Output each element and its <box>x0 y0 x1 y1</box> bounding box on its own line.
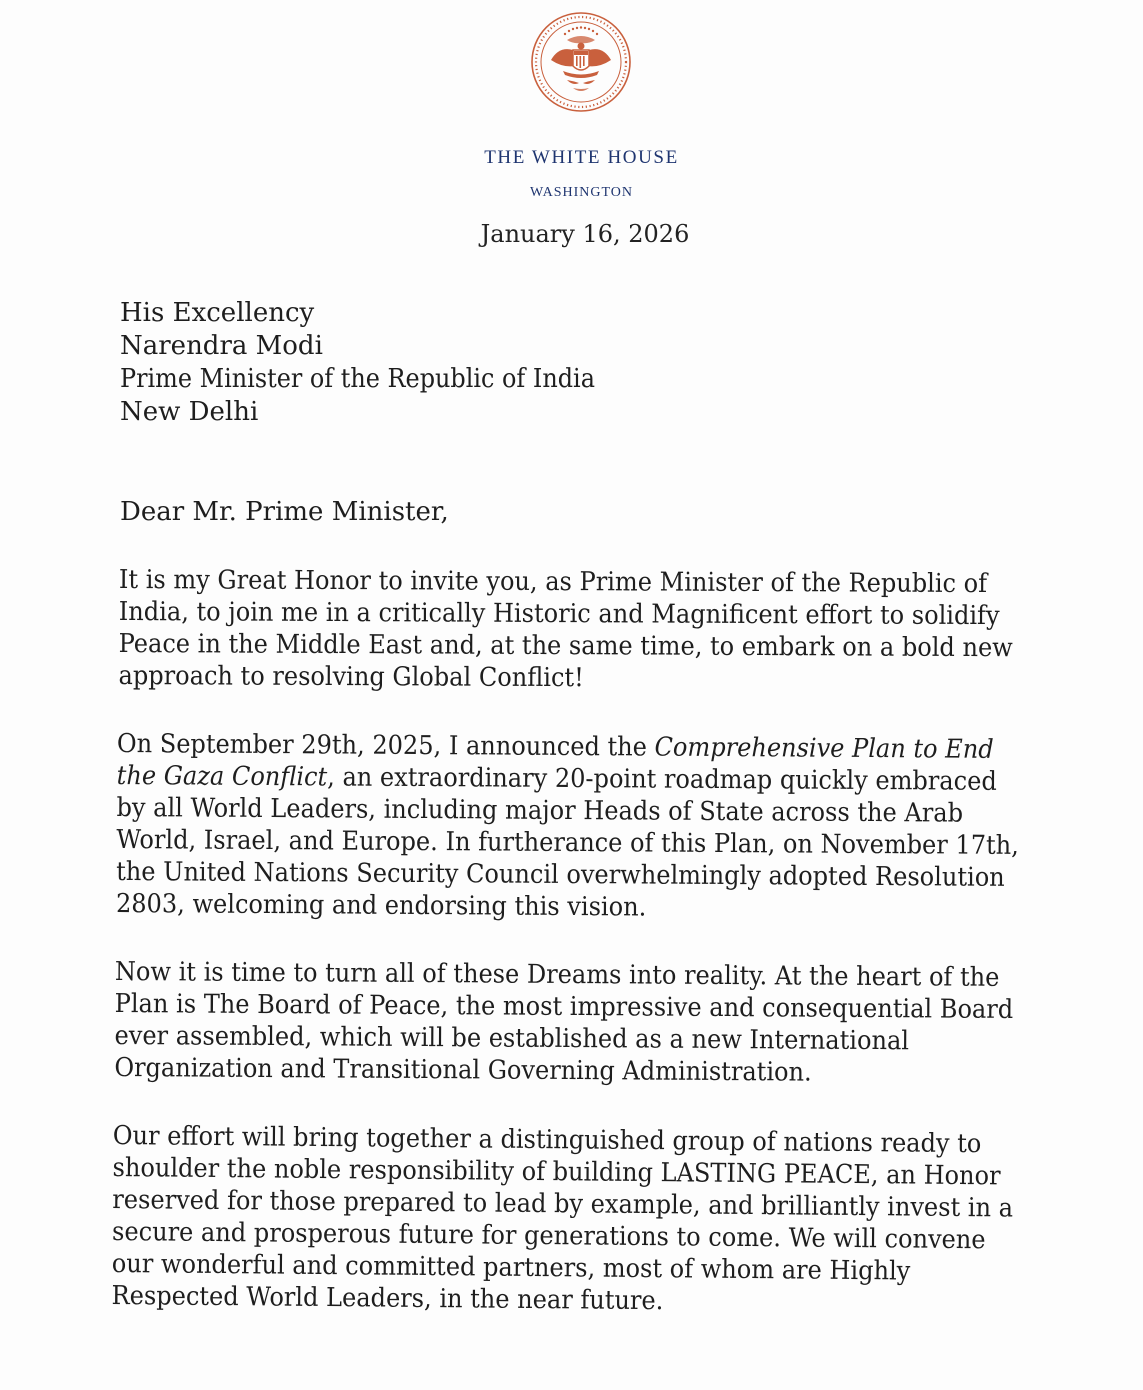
letterhead-title: THE WHITE HOUSE <box>484 147 679 168</box>
paragraph-line: ever assembled, which will be established as a new International <box>114 1020 910 1057</box>
paragraph-line: Our effort will bring together a distinguished group of nations ready to <box>112 1121 982 1160</box>
paragraph-line: the United Nations Security Council overwhelmingly adopted Resolution <box>116 856 1005 893</box>
paragraph-line: World, Israel, and Europe. In furtherance of this Plan, on November 17th, <box>116 824 1019 861</box>
paragraph-board-of-peace <box>114 956 1013 1090</box>
paragraph-line: Organization and Transitional Governing Administration. <box>114 1052 812 1088</box>
paragraph-line: Now it is time to turn all of these Dreams into reality. At the heart of the <box>114 957 1000 993</box>
paragraph-line: Respected World Leaders, in the near future. <box>111 1280 664 1317</box>
paragraph-line: secure and prosperous future for generations to come. We will convene <box>111 1216 986 1256</box>
paragraph-gaza-plan <box>116 728 1020 926</box>
paragraph-line: 2803, welcoming and endorsing this vision. <box>115 888 647 923</box>
letter-date: January 16, 2026 <box>480 220 690 248</box>
paragraph-lasting-peace <box>111 1120 1013 1320</box>
paragraph-line: by all World Leaders, including major Heads of State across the Arab <box>116 792 964 829</box>
paragraph-line: reserved for those prepared to lead by example, and brilliantly invest in a <box>112 1184 1014 1224</box>
paragraph-line: our wonderful and committed partners, most of whom are Highly <box>111 1248 911 1287</box>
presidential-seal-icon <box>529 10 633 114</box>
paragraph-text: On September 29th, 2025, I announced the <box>116 729 655 763</box>
plan-title-italic: Comprehensive Plan to End <box>654 732 994 765</box>
recipient-name: Narendra Modi <box>120 331 323 361</box>
paragraph-line: Plan is The Board of Peace, the most impressive and consequential Board <box>114 988 1014 1025</box>
paragraph-line: approach to resolving Global Conflict! <box>118 660 584 694</box>
recipient-city: New Delhi <box>120 397 259 427</box>
recipient-address <box>120 297 636 429</box>
paragraph-line: It is my Great Honor to invite you, as Prime Minister of the Republic of <box>118 565 988 600</box>
recipient-title: Prime Minister of the Republic of India <box>120 364 595 394</box>
letterhead-subtitle: WASHINGTON <box>529 185 634 200</box>
paragraph-invitation <box>118 564 1013 696</box>
paragraph-line: Peace in the Middle East and, at the same time, to embark on a bold new <box>118 628 1013 664</box>
recipient-honorific: His Excellency <box>120 298 315 328</box>
salutation: Dear Mr. Prime Minister, <box>120 497 449 527</box>
paragraph-line: India, to join me in a critically Historic and Magnificent effort to solidify <box>118 596 1000 632</box>
plan-title-italic: the Gaza Conflict <box>116 760 328 793</box>
paragraph-line: shoulder the noble responsibility of building LASTING PEACE, an Honor <box>112 1152 1001 1192</box>
paragraph-text: , an extraordinary 20-point roadmap quickly embraced <box>327 762 997 797</box>
